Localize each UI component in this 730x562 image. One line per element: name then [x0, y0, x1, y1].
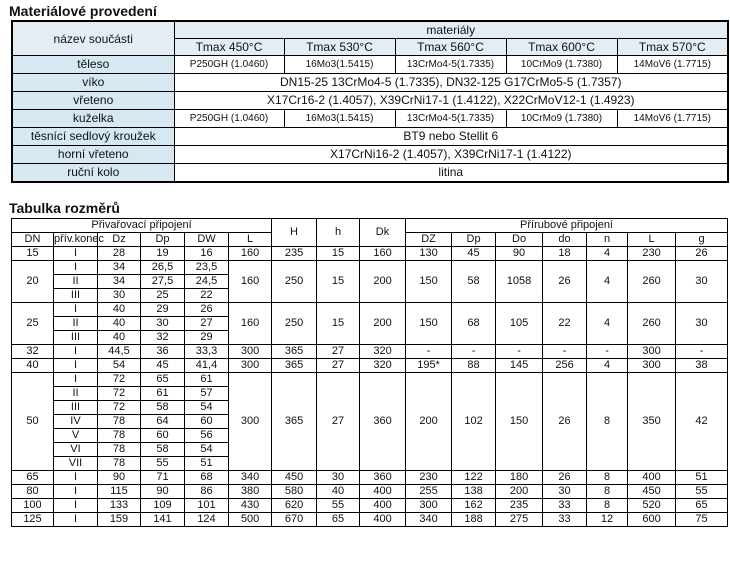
dn-cell: 25 — [12, 303, 54, 345]
column-header: g — [676, 233, 728, 247]
table-cell: 150 — [406, 261, 452, 303]
material-span-cell: litina — [174, 164, 728, 183]
h-header: h — [317, 219, 360, 247]
table-cell: - — [676, 345, 728, 359]
table-cell: 24,5 — [185, 275, 229, 289]
H-header: H — [272, 219, 317, 247]
table-cell: 88 — [452, 359, 496, 373]
table-cell: 160 — [229, 303, 272, 345]
material-cell: 13CrMo4-5(1.7335) — [395, 110, 506, 128]
table-cell: 360 — [360, 471, 406, 485]
table-cell: 300 — [406, 499, 452, 513]
table-cell: 145 — [496, 359, 543, 373]
table-cell: - — [406, 345, 452, 359]
table-cell: 90 — [98, 471, 141, 485]
materials-header: materiály — [174, 21, 728, 39]
table-cell: III — [54, 289, 98, 303]
table-cell: 28 — [98, 247, 141, 261]
table-cell: I — [54, 499, 98, 513]
table-cell: 8 — [587, 499, 628, 513]
table-row — [12, 359, 728, 373]
table-cell: 26 — [543, 261, 587, 303]
table-cell: 58 — [452, 261, 496, 303]
table-cell: - — [587, 345, 628, 359]
table-cell: 30 — [543, 485, 587, 499]
table-cell: I — [54, 247, 98, 261]
table-cell: 160 — [360, 247, 406, 261]
table-cell: 365 — [272, 373, 317, 471]
column-header: n — [587, 233, 628, 247]
column-header: přív.konec — [54, 233, 104, 245]
table-cell: 90 — [496, 247, 543, 261]
table-cell: IV — [54, 415, 98, 429]
table-cell: 51 — [676, 471, 728, 485]
material-row — [12, 110, 728, 128]
table-cell: 300 — [229, 359, 272, 373]
table-cell: 61 — [141, 387, 185, 401]
table-row — [12, 485, 728, 499]
table-cell: 65 — [141, 373, 185, 387]
material-cell: 16Mo3(1.5415) — [284, 110, 395, 128]
table-cell: II — [54, 317, 98, 331]
tmax-column-header: Tmax 560°C — [395, 39, 506, 56]
table-cell: 122 — [452, 471, 496, 485]
table-cell: VI — [54, 443, 98, 457]
table-row — [12, 261, 728, 275]
table-cell: 160 — [229, 261, 272, 303]
table-cell: 8 — [587, 485, 628, 499]
column-header: DN — [12, 233, 54, 247]
material-cell: P250GH (1.0460) — [174, 56, 284, 74]
table-cell: 400 — [628, 471, 676, 485]
table-cell: 40 — [98, 303, 141, 317]
table-cell: 25 — [141, 289, 185, 303]
table-cell: 61 — [185, 373, 229, 387]
part-name-header: název součásti — [12, 21, 174, 56]
table-cell: 124 — [185, 513, 229, 527]
table-cell: 60 — [141, 429, 185, 443]
table-cell: 102 — [452, 373, 496, 471]
table-cell: 23,5 — [185, 261, 229, 275]
table-cell: 33 — [543, 513, 587, 527]
table-cell: 26 — [543, 373, 587, 471]
table-cell: 300 — [229, 373, 272, 471]
table-cell: 72 — [98, 387, 141, 401]
table-row — [12, 303, 728, 317]
table-cell: 160 — [229, 247, 272, 261]
table-cell: 430 — [229, 499, 272, 513]
table-cell: 32 — [141, 331, 185, 345]
table-cell: 195* — [406, 359, 452, 373]
table-cell: 15 — [317, 303, 360, 345]
table-cell: 260 — [628, 261, 676, 303]
table-cell: II — [54, 387, 98, 401]
table-cell: 365 — [272, 359, 317, 373]
table-cell: 320 — [360, 345, 406, 359]
table-cell: 58 — [141, 401, 185, 415]
dimensions-title: Tabulka rozměrů — [9, 200, 120, 216]
table-cell: I — [54, 373, 98, 387]
table-cell: 235 — [496, 499, 543, 513]
table-cell: 22 — [185, 289, 229, 303]
material-cell: 14MoV6 (1.7715) — [617, 110, 728, 128]
table-cell: 15 — [317, 247, 360, 261]
table-cell: 4 — [587, 359, 628, 373]
dn-cell: 32 — [12, 345, 54, 359]
material-row — [12, 92, 728, 110]
table-cell: 105 — [496, 303, 543, 345]
table-cell: 200 — [360, 261, 406, 303]
material-span-cell: DN15-25 13CrMo4-5 (1.7335), DN32-125 G17CrMo5-5 (1.7357) — [174, 74, 728, 92]
table-cell: 78 — [98, 443, 141, 457]
column-header: L — [628, 233, 676, 247]
table-cell: 275 — [496, 513, 543, 527]
table-cell: 27 — [317, 359, 360, 373]
table-cell: 57 — [185, 387, 229, 401]
column-header: do — [543, 233, 587, 247]
table-cell: 68 — [452, 303, 496, 345]
table-cell: 580 — [272, 485, 317, 499]
table-cell: 115 — [98, 485, 141, 499]
table-cell: 620 — [272, 499, 317, 513]
dn-cell: 15 — [12, 247, 54, 261]
table-cell: I — [54, 359, 98, 373]
table-cell: 450 — [628, 485, 676, 499]
table-cell: 78 — [98, 457, 141, 471]
table-cell: 55 — [676, 485, 728, 499]
table-cell: 109 — [141, 499, 185, 513]
table-cell: 4 — [587, 261, 628, 303]
column-header: L — [229, 233, 272, 247]
table-cell: 71 — [141, 471, 185, 485]
table-cell: 65 — [676, 499, 728, 513]
table-cell: 4 — [587, 303, 628, 345]
dn-cell: 65 — [12, 471, 54, 485]
dn-cell: 40 — [12, 359, 54, 373]
table-cell: 150 — [496, 373, 543, 471]
table-cell: 72 — [98, 373, 141, 387]
table-cell: 400 — [360, 485, 406, 499]
material-span-cell: X17CrNi16-2 (1.4057), X39CrNi17-1 (1.4122) — [174, 146, 728, 164]
table-cell: 200 — [406, 373, 452, 471]
table-cell: 34 — [98, 261, 141, 275]
table-cell: 400 — [360, 499, 406, 513]
table-cell: 75 — [676, 513, 728, 527]
table-cell: 26 — [185, 303, 229, 317]
table-cell: 159 — [98, 513, 141, 527]
part-name: těleso — [12, 56, 174, 74]
dimensions-table — [11, 218, 728, 527]
table-cell: 200 — [360, 303, 406, 345]
material-cell: 10CrMo9 (1.7380) — [506, 110, 617, 128]
table-cell: 300 — [628, 345, 676, 359]
table-cell: 40 — [98, 317, 141, 331]
table-cell: 1058 — [496, 261, 543, 303]
flange-connection-header: Přírubové připojení — [406, 219, 728, 233]
dn-cell: 80 — [12, 485, 54, 499]
table-cell: 54 — [98, 359, 141, 373]
table-cell: 64 — [141, 415, 185, 429]
table-cell: 360 — [360, 373, 406, 471]
table-cell: 162 — [452, 499, 496, 513]
table-cell: 51 — [185, 457, 229, 471]
table-cell: 130 — [406, 247, 452, 261]
table-cell: 340 — [406, 513, 452, 527]
material-cell: 10CrMo9 (1.7380) — [506, 56, 617, 74]
table-cell: 30 — [141, 317, 185, 331]
table-cell: 18 — [543, 247, 587, 261]
table-cell: 45 — [141, 359, 185, 373]
dn-cell: 20 — [12, 261, 54, 303]
table-cell: 500 — [229, 513, 272, 527]
material-cell: 16Mo3(1.5415) — [284, 56, 395, 74]
part-name: vřeteno — [12, 92, 174, 110]
Dk-header: Dk — [360, 219, 406, 247]
materials-title: Materiálové provedení — [9, 3, 157, 19]
table-cell: V — [54, 429, 98, 443]
table-cell: 26 — [676, 247, 728, 261]
table-cell: 40 — [98, 331, 141, 345]
column-header: Do — [496, 233, 543, 247]
table-cell: 600 — [628, 513, 676, 527]
table-cell: 55 — [141, 457, 185, 471]
table-cell: III — [54, 331, 98, 345]
table-cell: 22 — [543, 303, 587, 345]
table-cell: 180 — [496, 471, 543, 485]
table-cell: 36 — [141, 345, 185, 359]
table-cell: 60 — [185, 415, 229, 429]
table-cell: 150 — [406, 303, 452, 345]
table-cell: 19 — [141, 247, 185, 261]
table-cell: 27,5 — [141, 275, 185, 289]
table-cell: 55 — [317, 499, 360, 513]
table-cell: - — [543, 345, 587, 359]
table-cell: II — [54, 275, 98, 289]
part-name: ruční kolo — [12, 164, 174, 183]
table-cell: 30 — [317, 471, 360, 485]
table-cell: I — [54, 485, 98, 499]
part-name: víko — [12, 74, 174, 92]
part-name: těsnící sedlový kroužek — [12, 128, 174, 146]
table-row — [12, 513, 728, 527]
table-cell: 78 — [98, 415, 141, 429]
table-cell: 41,4 — [185, 359, 229, 373]
table-cell: 188 — [452, 513, 496, 527]
material-span-cell: BT9 nebo Stellit 6 — [174, 128, 728, 146]
material-row — [12, 146, 728, 164]
table-cell: III — [54, 401, 98, 415]
material-row — [12, 128, 728, 146]
table-cell: 29 — [141, 303, 185, 317]
weld-connection-header: Přivařovací připojení — [12, 219, 272, 233]
table-cell: 30 — [676, 303, 728, 345]
table-cell: 26 — [543, 471, 587, 485]
table-cell: 200 — [496, 485, 543, 499]
table-cell: 27 — [317, 345, 360, 359]
table-cell: 365 — [272, 345, 317, 359]
table-cell: - — [452, 345, 496, 359]
table-cell: 33,3 — [185, 345, 229, 359]
table-cell: 255 — [406, 485, 452, 499]
table-cell: 68 — [185, 471, 229, 485]
table-cell: 27 — [185, 317, 229, 331]
table-cell: 30 — [98, 289, 141, 303]
column-header: Dp — [452, 233, 496, 247]
dn-cell: 50 — [12, 373, 54, 471]
table-cell: 260 — [628, 303, 676, 345]
table-row — [12, 373, 728, 387]
materials-table — [11, 20, 729, 183]
table-cell: 54 — [185, 401, 229, 415]
table-cell: 12 — [587, 513, 628, 527]
table-cell: 230 — [628, 247, 676, 261]
table-cell: 235 — [272, 247, 317, 261]
material-row — [12, 164, 728, 183]
material-cell: 13CrMo4-5(1.7335) — [395, 56, 506, 74]
tmax-column-header: Tmax 570°C — [617, 39, 728, 56]
column-header: Dz — [98, 233, 141, 247]
table-cell: 380 — [229, 485, 272, 499]
table-cell: 133 — [98, 499, 141, 513]
table-cell: 300 — [628, 359, 676, 373]
table-row — [12, 499, 728, 513]
tmax-column-header: Tmax 450°C — [174, 39, 284, 56]
table-cell: 350 — [628, 373, 676, 471]
part-name: horní vřeteno — [12, 146, 174, 164]
table-cell: 101 — [185, 499, 229, 513]
table-cell: 250 — [272, 261, 317, 303]
table-cell: 65 — [317, 513, 360, 527]
material-row — [12, 74, 728, 92]
table-row — [12, 247, 728, 261]
table-cell: 4 — [587, 247, 628, 261]
table-cell: 33 — [543, 499, 587, 513]
table-cell: VII — [54, 457, 98, 471]
table-cell: 141 — [141, 513, 185, 527]
table-cell: 54 — [185, 443, 229, 457]
table-cell: 42 — [676, 373, 728, 471]
table-cell: 90 — [141, 485, 185, 499]
table-cell: 670 — [272, 513, 317, 527]
table-cell: 16 — [185, 247, 229, 261]
table-cell: 29 — [185, 331, 229, 345]
table-cell: 8 — [587, 471, 628, 485]
tmax-column-header: Tmax 530°C — [284, 39, 395, 56]
table-cell: 450 — [272, 471, 317, 485]
table-cell: 256 — [543, 359, 587, 373]
column-header: DZ — [406, 233, 452, 247]
table-cell: I — [54, 261, 98, 275]
table-cell: - — [496, 345, 543, 359]
table-cell: 138 — [452, 485, 496, 499]
column-header: Dp — [141, 233, 185, 247]
table-cell: I — [54, 471, 98, 485]
table-cell: I — [54, 513, 98, 527]
table-row — [12, 345, 728, 359]
table-cell: 34 — [98, 275, 141, 289]
part-name: kuželka — [12, 110, 174, 128]
table-cell: 8 — [587, 373, 628, 471]
table-cell: 45 — [452, 247, 496, 261]
dn-cell: 125 — [12, 513, 54, 527]
table-cell: 15 — [317, 261, 360, 303]
material-row — [12, 56, 728, 74]
table-cell: 300 — [229, 345, 272, 359]
table-cell: 72 — [98, 401, 141, 415]
table-row — [12, 471, 728, 485]
table-cell: 520 — [628, 499, 676, 513]
table-cell: I — [54, 303, 98, 317]
material-cell: P250GH (1.0460) — [174, 110, 284, 128]
table-cell: 250 — [272, 303, 317, 345]
table-cell: 56 — [185, 429, 229, 443]
table-cell: 320 — [360, 359, 406, 373]
table-cell: I — [54, 345, 98, 359]
table-cell: 40 — [317, 485, 360, 499]
table-cell: 30 — [676, 261, 728, 303]
dn-cell: 100 — [12, 499, 54, 513]
table-cell: 400 — [360, 513, 406, 527]
table-cell: 44,5 — [98, 345, 141, 359]
table-cell: 27 — [317, 373, 360, 471]
table-cell: 86 — [185, 485, 229, 499]
table-cell: 58 — [141, 443, 185, 457]
table-cell: 38 — [676, 359, 728, 373]
table-cell: 78 — [98, 429, 141, 443]
table-cell: 340 — [229, 471, 272, 485]
table-cell: 230 — [406, 471, 452, 485]
material-cell: 14MoV6 (1.7715) — [617, 56, 728, 74]
material-span-cell: X17Cr16-2 (1.4057), X39CrNi17-1 (1.4122), X22CrMoV12-1 (1.4923) — [174, 92, 728, 110]
column-header: DW — [185, 233, 229, 247]
tmax-column-header: Tmax 600°C — [506, 39, 617, 56]
table-cell: 26,5 — [141, 261, 185, 275]
